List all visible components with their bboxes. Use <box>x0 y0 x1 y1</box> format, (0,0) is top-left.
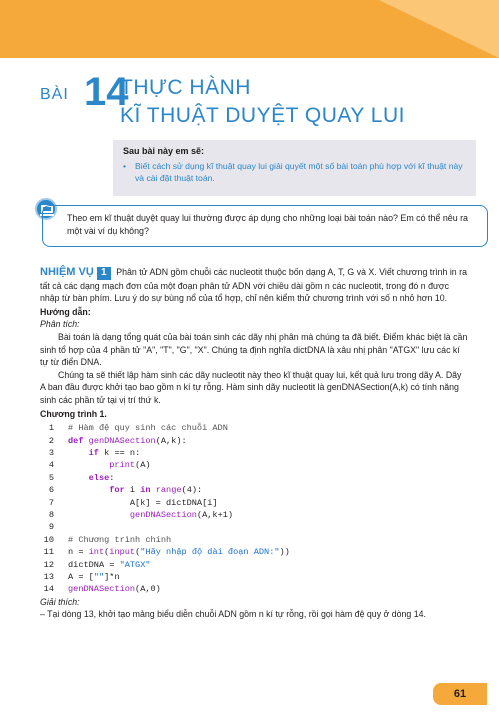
goals-title: Sau bài này em sẽ: <box>123 146 205 156</box>
code-line <box>40 534 468 546</box>
code-line-text: dictDNA = "ATGX" <box>68 559 151 570</box>
code-line <box>40 521 468 533</box>
code-line-text: n = int(input("Hãy nhập độ dài đoạn ADN:")) <box>68 547 290 558</box>
explain-heading: Giải thích: <box>40 596 80 607</box>
task-number: 1 <box>97 267 111 280</box>
code-line-number: 10 <box>43 534 54 545</box>
code-line-text: # Chương trình chính <box>68 534 172 545</box>
code-line-number: 5 <box>48 472 54 483</box>
code-line <box>40 497 468 509</box>
code-line <box>40 472 468 484</box>
analysis-paragraph-2: Chúng ta sẽ thiết lập hàm sinh các dãy nucleotit này theo kĩ thuật quay lui, kết quả lưu trong dãy A. Dãy A ban đầu được khởi tạo bao gồm n kí tự rỗng. Hàm sinh dãy nucleotit là genDNASection(A,k) có tính năng sinh các phần tử tại vị trí thứ k. <box>40 369 462 405</box>
goals-item-text: Biết cách sử dụng kĩ thuật quay lui giải quyết một số bài toán phù hợp với kĩ thuật này và cài đặt thuật toán. <box>135 161 463 183</box>
code-line-text: print(A) <box>109 460 151 471</box>
analysis-heading: Phân tích: <box>40 319 80 330</box>
code-line-text: def genDNASection(A,k): <box>68 435 187 446</box>
code-line-number: 11 <box>43 547 54 558</box>
code-line-number: 7 <box>48 497 54 508</box>
code-line <box>40 583 468 595</box>
task-intro-paragraph <box>40 266 468 305</box>
page-number: 61 <box>433 683 487 705</box>
code-line <box>40 447 468 459</box>
code-line <box>40 559 468 571</box>
code-line-text: if k == n: <box>88 447 141 458</box>
code-line-text: for i in range(4): <box>109 485 203 496</box>
code-line <box>40 459 468 471</box>
code-line-text: genDNASection(A,k+1) <box>129 509 234 520</box>
code-line-number: 8 <box>48 509 54 520</box>
program-label: Chương trình 1. <box>40 408 107 419</box>
code-line-text: genDNASection(A,0) <box>68 584 161 595</box>
code-line-number: 14 <box>43 584 54 595</box>
lesson-heading <box>40 72 480 134</box>
lesson-title-line2: KĨ THUẬT DUYỆT QUAY LUI <box>120 104 405 127</box>
bullet-icon: • <box>123 161 127 171</box>
code-line-text: else: <box>88 472 115 483</box>
code-line <box>40 509 468 521</box>
task-intro: Phân tử ADN gồm chuỗi các nucleotit thuộc bốn dạng A, T, G và X. Viết chương trình in ra tất cả các dạng mạch đơn của một đoạn phân tử ADN với chiều dài gồm n các nucleotit, trong đó n được nhập từ bàn phím. Lưu ý do sự bùng nổ của tổ hợp, chỉ nên kiểm thử chương trình với số n nhỏ hơn 10. <box>40 267 467 304</box>
analysis-paragraph-1: Bài toán là dạng tổng quát của bài toán sinh các dãy nhị phân mà chúng ta đã biết. Điểm khác biệt là cần sinh tổ hợp của 4 phần tử "A", "T", "G", "X". Chúng ta định nghĩa dictDNA là xâu nhị phân "ATGX" lưu các kí tự từ điển DNA. <box>40 331 468 368</box>
code-line <box>40 571 468 583</box>
code-line-number: 13 <box>43 572 54 582</box>
task-label: NHIỆM VỤ <box>40 266 94 278</box>
code-line-number: 2 <box>48 435 54 446</box>
guide-heading: Hướng dẫn: <box>40 306 91 317</box>
lesson-label: BÀI <box>40 86 69 103</box>
code-block <box>40 422 468 596</box>
goals-item <box>123 160 466 184</box>
code-line <box>40 422 468 434</box>
explain-paragraph-1: – Tại dòng 13, khởi tạo mảng biểu diễn chuỗi ADN gồm n kí tự rỗng, rồi gọi hàm đệ quy ở dòng 14. <box>40 609 426 620</box>
learning-goals-box <box>113 140 476 196</box>
code-line <box>40 546 468 558</box>
top-banner <box>0 0 499 58</box>
question-box: Theo em kĩ thuật duyệt quay lui thường được áp dụng cho những loại bài toán nào? Em có thể nêu ra một vài ví dụ không? <box>42 205 488 247</box>
code-line-number: 4 <box>48 460 54 471</box>
code-line <box>40 435 468 447</box>
code-line <box>40 484 468 496</box>
code-line-number: 12 <box>43 559 54 570</box>
code-line-number: 9 <box>48 522 54 533</box>
code-line-text: # Hàm đệ quy sinh các chuỗi ADN <box>68 423 228 434</box>
code-line-number: 1 <box>48 423 54 434</box>
code-line-text: A[k] = dictDNA[i] <box>68 497 218 508</box>
code-line-number: 6 <box>48 485 54 496</box>
code-line-number: 3 <box>48 447 54 458</box>
lesson-number: 14 <box>84 70 129 114</box>
task-section <box>40 266 468 621</box>
lesson-title-line1: THỰC HÀNH <box>120 76 251 99</box>
code-line-text: A = [""]*n <box>68 572 120 582</box>
